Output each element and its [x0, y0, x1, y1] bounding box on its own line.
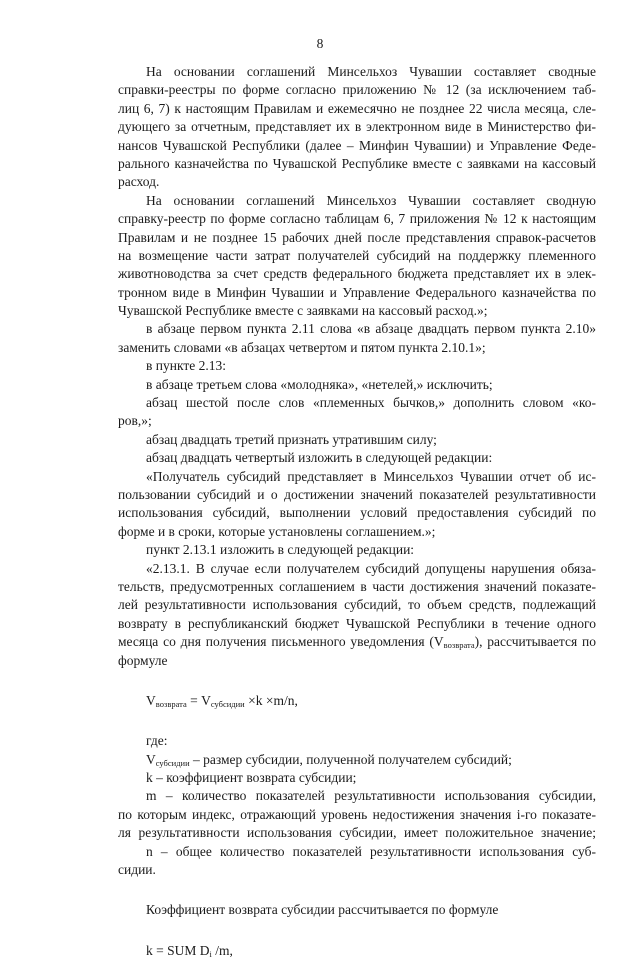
paragraph-line: лей результативности использования субсидий, то объем средств, подлежащий	[118, 597, 596, 613]
paragraph-line: тронном виде в Минфин Чувашии и Управление Федерального казначейства по	[118, 284, 596, 300]
paragraph-line: «2.13.1. В случае если получателем субсидий допущены нарушения обяза-	[146, 560, 596, 576]
paragraph-line: формуле	[118, 652, 168, 668]
paragraph-line: абзац двадцать четвертый изложить в следующей редакции:	[146, 450, 493, 466]
paragraph-line: справки-реестры по форме согласно приложению № 12 (за исключением таб-	[118, 82, 596, 98]
paragraph-line: где:	[146, 733, 168, 749]
paragraph-line: Чувашской Республике вместе с заявками на кассовый расход.»;	[118, 303, 488, 319]
paragraph-line: в абзаце третьем слова «молодняка», «нетелей,» исключить;	[146, 376, 493, 392]
paragraph-line: На основании соглашений Минсельхоз Чувашии составляет сводные	[146, 64, 596, 79]
paragraph-line: абзац шестой после слов «племенных бычков,» дополнить словом «ко-	[146, 395, 596, 411]
paragraph-line: по которым индекс, отражающий уровень недостижения значения i-го показате-	[118, 806, 596, 822]
line-text: месяца со дня получения письменного уведомления (V	[118, 634, 444, 650]
paragraph-line: форме и в сроки, которые установлены соглашением.»;	[118, 523, 436, 539]
paragraph-line: сидии.	[118, 862, 156, 878]
paragraph-line: тельств, предусмотренных соглашением в части достижения значений показате-	[118, 578, 596, 594]
paragraph-line: Правилам и не позднее 15 рабочих дней после представления справок-расчетов	[118, 229, 596, 245]
spacer	[118, 920, 596, 942]
line-text: ), рассчитывается по	[474, 634, 596, 650]
paragraph-line: m – количество показателей результативности использования субсидии,	[146, 788, 596, 804]
paragraph-line: расход.	[118, 174, 160, 190]
spacer	[118, 879, 596, 901]
paragraph-line: $V_{субсидии}$ – размер субсидии, полученной получателем субсидий;	[146, 751, 512, 768]
paragraph-line: на возмещение части затрат получателей субсидий на поддержку племенного	[118, 247, 596, 263]
paragraph-line	[118, 633, 596, 651]
paragraph-line: использования субсидий, выполнении условий предоставления субсидий по	[118, 505, 596, 521]
paragraph-line: заменить словами «в абзацах четвертом и пятом пункта 2.10.1»;	[118, 339, 486, 355]
paragraph-line: справку-реестр по форме согласно таблицам 6, 7 приложения № 12 к настоящим	[118, 211, 596, 227]
paragraph-line: ров,»;	[118, 413, 152, 429]
formula-coefficient: k = SUM $D_i$ /m,	[146, 942, 233, 959]
spacer	[118, 670, 596, 692]
paragraph-line: «Получатель субсидий представляет в Минсельхоз Чувашии отчет об ис-	[146, 468, 596, 484]
page-number: 8	[316, 36, 324, 51]
paragraph-line: n – общее количество показателей результативности использования суб-	[146, 843, 596, 859]
formula-return-volume: $V_{возврата} = V_{субсидии} \times k \times m/n$,	[146, 692, 298, 709]
paragraph-line: лиц 6, 7) к настоящим Правилам и ежемесячно не позднее 22 числа месяца, сле-	[118, 100, 596, 116]
paragraph-line: k – коэффициент возврата субсидии;	[146, 770, 357, 786]
paragraph-line: рального казначейства по Чувашской Республике вместе с заявками на кассовый	[118, 155, 596, 171]
paragraph-line: пункт 2.13.1 изложить в следующей редакции:	[146, 542, 415, 558]
paragraph-line: в абзаце первом пункта 2.11 слова «в абзаце двадцать первом пункта 2.10»	[146, 321, 596, 337]
document-body	[118, 63, 596, 960]
spacer	[118, 710, 596, 732]
subscript: возврата	[443, 640, 475, 651]
paragraph-line: абзац двадцать третий признать утратившим силу;	[146, 431, 437, 447]
paragraph-line: ля результативности использования субсидии, имеет положительное значение;	[118, 825, 596, 841]
paragraph-line: Коэффициент возврата субсидии рассчитывается по формуле	[146, 902, 499, 918]
paragraph-line: пользовании субсидий и о достижении значений показателей результативности	[118, 486, 596, 502]
paragraph-line: На основании соглашений Минсельхоз Чувашии составляет сводную	[146, 192, 596, 208]
paragraph-line: нансов Чувашской Республики (далее – Минфин Чувашии) и Управление Феде-	[118, 137, 596, 153]
paragraph-line: дующего за отчетным, представляет их в электронном виде в Министерство фи-	[118, 119, 596, 135]
paragraph-line: возврату в республиканский бюджет Чувашской Республики в течение одного	[118, 615, 596, 631]
paragraph-line: животноводства за счет средств федерального бюджета представляет их в элек-	[118, 266, 596, 282]
paragraph-line: в пункте 2.13:	[146, 358, 226, 374]
